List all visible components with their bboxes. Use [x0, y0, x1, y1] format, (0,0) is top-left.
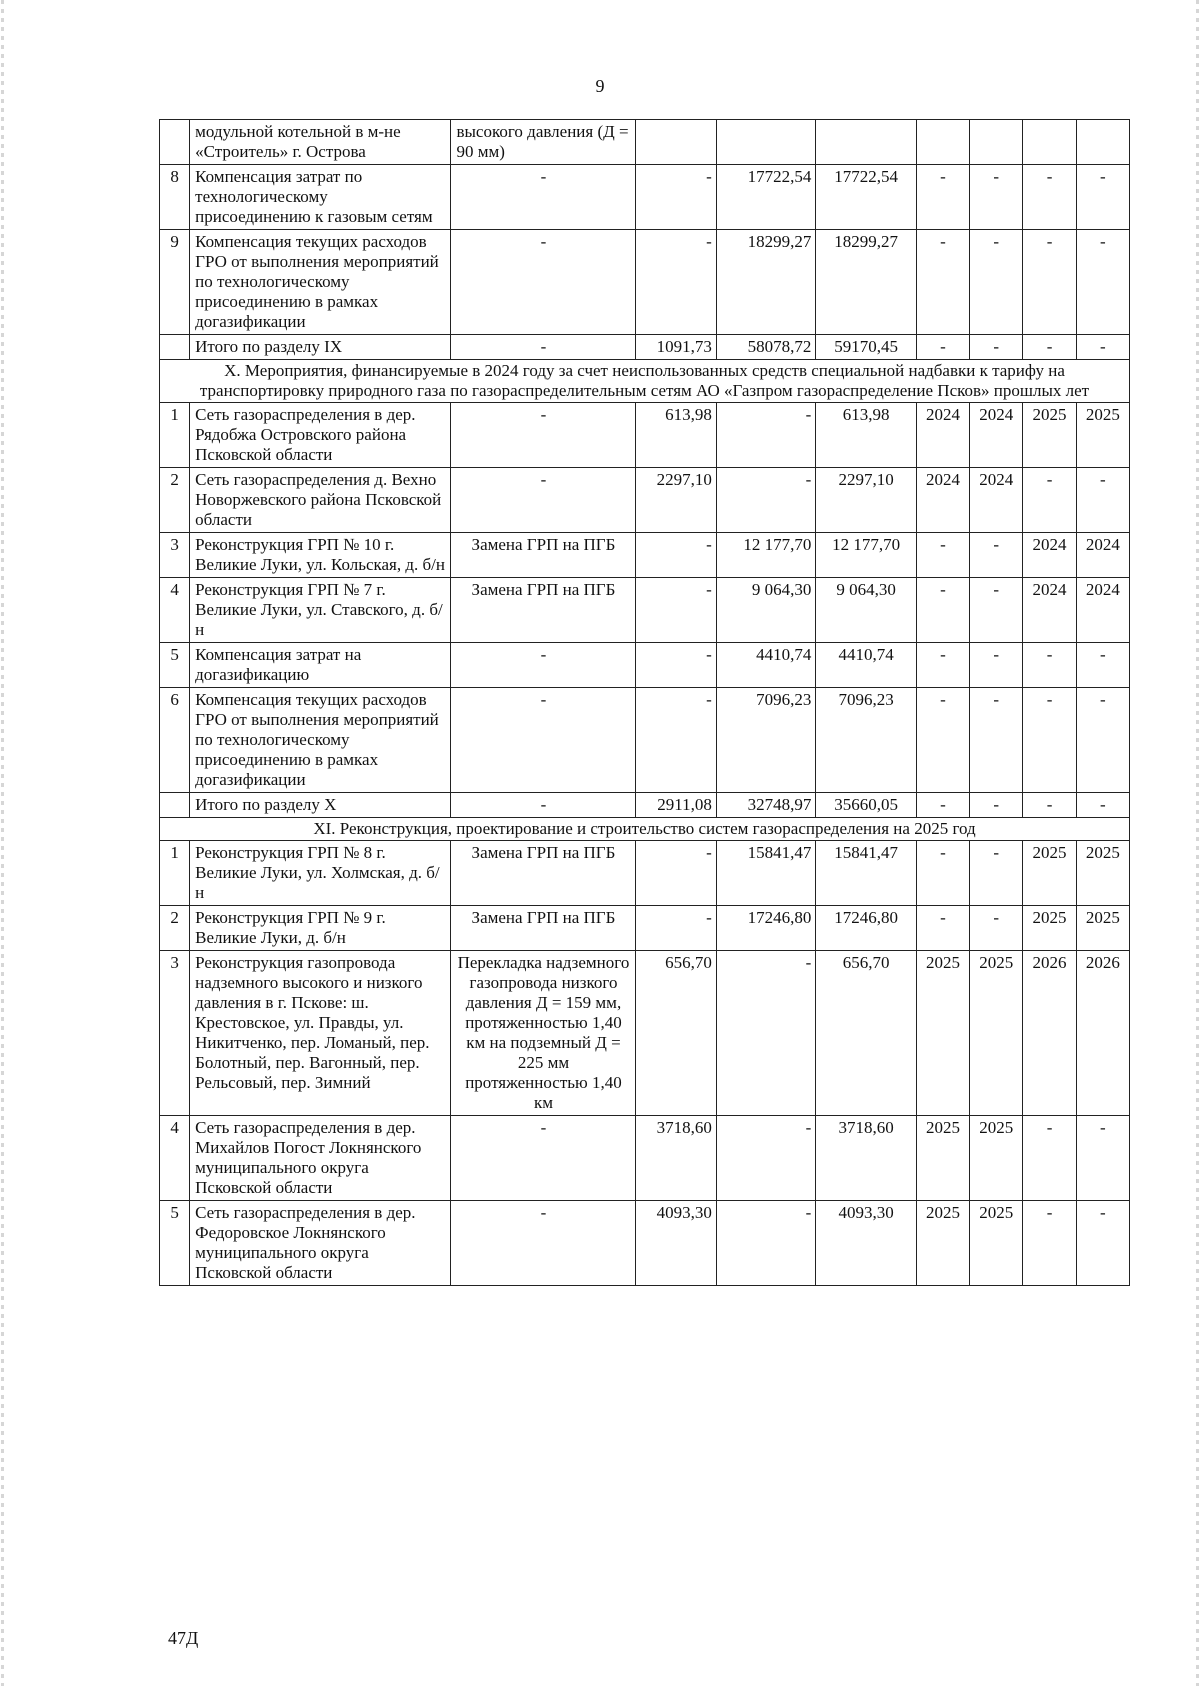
row-value-1: -: [636, 643, 716, 688]
row-value-2: -: [716, 1116, 816, 1201]
row-value-1: 1091,73: [636, 335, 716, 360]
row-year-2: -: [970, 643, 1023, 688]
row-total: 18299,27: [816, 230, 917, 335]
row-year-2: -: [970, 793, 1023, 818]
row-value-1: 3718,60: [636, 1116, 716, 1201]
row-number: [160, 120, 190, 165]
row-work: -: [451, 403, 636, 468]
row-year-3: -: [1023, 335, 1076, 360]
table-row: [160, 1201, 1130, 1286]
row-value-2: -: [716, 1201, 816, 1286]
row-value-2: 4410,74: [716, 643, 816, 688]
row-year-3: 2025: [1023, 403, 1076, 468]
row-total: 15841,47: [816, 841, 917, 906]
row-year-2: 2025: [970, 1201, 1023, 1286]
table-row: [160, 468, 1130, 533]
row-year-2: 2024: [970, 403, 1023, 468]
row-number: 5: [160, 1201, 190, 1286]
subtotal-row-ix: [160, 335, 1130, 360]
row-year-1: 2024: [916, 468, 969, 533]
row-value-1: 656,70: [636, 951, 716, 1116]
row-name: Реконструкция ГРП № 7 г. Великие Луки, ул. Ставского, д. б/н: [190, 578, 451, 643]
row-total: 59170,45: [816, 335, 917, 360]
row-number: 6: [160, 688, 190, 793]
row-number: [160, 793, 190, 818]
row-year-3: -: [1023, 643, 1076, 688]
row-value-1: -: [636, 533, 716, 578]
row-name: Реконструкция ГРП № 9 г. Великие Луки, д. б/н: [190, 906, 451, 951]
row-year-2: -: [970, 578, 1023, 643]
row-number: 4: [160, 1116, 190, 1201]
row-work: -: [451, 335, 636, 360]
row-name: Компенсация текущих расходов ГРО от выполнения мероприятий по технологическому присоединению в рамках догазификации: [190, 688, 451, 793]
row-year-3: 2024: [1023, 533, 1076, 578]
section-header-x: [160, 360, 1130, 403]
row-number: 3: [160, 951, 190, 1116]
row-number: [160, 335, 190, 360]
row-value-1: -: [636, 688, 716, 793]
row-year-2: 2024: [970, 468, 1023, 533]
row-year-4: 2025: [1076, 403, 1129, 468]
row-name: Реконструкция ГРП № 8 г. Великие Луки, ул. Холмская, д. б/н: [190, 841, 451, 906]
row-number: 2: [160, 906, 190, 951]
row-work: Перекладка надземного газопровода низкого давления Д = 159 мм, протяженностью 1,40 км на подземный Д = 225 мм протяженностью 1,40 км: [451, 951, 636, 1116]
row-year-1: -: [916, 906, 969, 951]
row-year-3: 2024: [1023, 578, 1076, 643]
row-name: модульной котельной в м-не «Строитель» г. Острова: [190, 120, 451, 165]
row-value-2: 17246,80: [716, 906, 816, 951]
row-year-4: 2024: [1076, 578, 1129, 643]
row-name: Сеть газораспределения в дер. Михайлов Погост Локнянского муниципального округа Псковской области: [190, 1116, 451, 1201]
row-name: Компенсация затрат на догазификацию: [190, 643, 451, 688]
section-title: X. Мероприятия, финансируемые в 2024 году за счет неиспользованных средств специальной надбавки к тарифу на транспортировку природного газа по газораспределительным сетям АО «Газпром газораспределение Псков» прошлых лет: [160, 360, 1130, 403]
table-row: [160, 230, 1130, 335]
row-year-2: -: [970, 230, 1023, 335]
row-work: -: [451, 468, 636, 533]
row-name: Сеть газораспределения в дер. Рядобжа Островского района Псковской области: [190, 403, 451, 468]
row-total: 4410,74: [816, 643, 917, 688]
row-year-1: -: [916, 165, 969, 230]
row-number: 1: [160, 403, 190, 468]
row-total: 9 064,30: [816, 578, 917, 643]
row-year-2: 2025: [970, 951, 1023, 1116]
row-value-1: 4093,30: [636, 1201, 716, 1286]
row-year-3: -: [1023, 793, 1076, 818]
row-year-4: 2025: [1076, 841, 1129, 906]
row-number: 9: [160, 230, 190, 335]
row-year-2: -: [970, 906, 1023, 951]
row-work: -: [451, 688, 636, 793]
row-year-4: -: [1076, 1116, 1129, 1201]
row-value-2: -: [716, 951, 816, 1116]
row-work: Замена ГРП на ПГБ: [451, 533, 636, 578]
row-year-4: -: [1076, 468, 1129, 533]
row-total: 17246,80: [816, 906, 917, 951]
table-row: [160, 906, 1130, 951]
row-work: -: [451, 230, 636, 335]
footer-code: 47Д: [168, 1628, 199, 1648]
row-name: Компенсация затрат по технологическому присоединению к газовым сетям: [190, 165, 451, 230]
row-number: 4: [160, 578, 190, 643]
row-total: 2297,10: [816, 468, 917, 533]
row-year-1: 2024: [916, 403, 969, 468]
row-work: -: [451, 1116, 636, 1201]
row-value-1: -: [636, 578, 716, 643]
row-value-1: 2297,10: [636, 468, 716, 533]
row-year-4: 2026: [1076, 951, 1129, 1116]
row-year-3: -: [1023, 468, 1076, 533]
row-value-2: 12 177,70: [716, 533, 816, 578]
row-year-4: -: [1076, 230, 1129, 335]
row-total: 613,98: [816, 403, 917, 468]
row-value-2: 15841,47: [716, 841, 816, 906]
continuation-row: [160, 120, 1130, 165]
row-value-2: -: [716, 403, 816, 468]
section-header-xi: [160, 818, 1130, 841]
row-value-2: 7096,23: [716, 688, 816, 793]
row-year-1: -: [916, 578, 969, 643]
row-value-1: -: [636, 906, 716, 951]
row-year-1: -: [916, 643, 969, 688]
row-year-4: 2025: [1076, 906, 1129, 951]
row-name: Сеть газораспределения д. Вехно Новоржевского района Псковской области: [190, 468, 451, 533]
row-work: -: [451, 1201, 636, 1286]
row-total: 656,70: [816, 951, 917, 1116]
row-year-2: -: [970, 841, 1023, 906]
row-year-1: -: [916, 533, 969, 578]
row-name: Компенсация текущих расходов ГРО от выполнения мероприятий по технологическому присоединению в рамках догазификации: [190, 230, 451, 335]
row-year-1: -: [916, 793, 969, 818]
row-value-2: 17722,54: [716, 165, 816, 230]
row-year-4: 2024: [1076, 533, 1129, 578]
row-total: 7096,23: [816, 688, 917, 793]
row-total: 17722,54: [816, 165, 917, 230]
section-title: XI. Реконструкция, проектирование и строительство систем газораспределения на 2025 год: [160, 818, 1130, 841]
row-year-4: -: [1076, 335, 1129, 360]
row-value-2: 32748,97: [716, 793, 816, 818]
row-total: 12 177,70: [816, 533, 917, 578]
row-total: 35660,05: [816, 793, 917, 818]
table-row: [160, 578, 1130, 643]
row-value-2: 18299,27: [716, 230, 816, 335]
row-year-1: -: [916, 688, 969, 793]
row-year-3: 2025: [1023, 906, 1076, 951]
row-work: -: [451, 643, 636, 688]
row-year-1: -: [916, 841, 969, 906]
row-work: Замена ГРП на ПГБ: [451, 906, 636, 951]
table-row: [160, 403, 1130, 468]
table-row: [160, 643, 1130, 688]
row-year-3: 2025: [1023, 841, 1076, 906]
row-value-1: -: [636, 230, 716, 335]
row-name: Реконструкция газопровода надземного высокого и низкого давления в г. Пскове: ш. Крестовское, ул. Правды, ул. Никитченко, пер. Ломаный, пер. Болотный, пер. Вагонный, пер. Рельсовый, пер. Зимний: [190, 951, 451, 1116]
scan-edge-right: [1196, 0, 1199, 1686]
row-year-4: -: [1076, 688, 1129, 793]
row-year-3: -: [1023, 1116, 1076, 1201]
row-total: 3718,60: [816, 1116, 917, 1201]
row-year-2: -: [970, 165, 1023, 230]
row-value-1: -: [636, 841, 716, 906]
table-row: [160, 951, 1130, 1116]
row-value-1: 2911,08: [636, 793, 716, 818]
row-name: Сеть газораспределения в дер. Федоровское Локнянского муниципального округа Псковской области: [190, 1201, 451, 1286]
row-work: -: [451, 793, 636, 818]
row-work: -: [451, 165, 636, 230]
row-year-1: 2025: [916, 1116, 969, 1201]
row-year-3: -: [1023, 1201, 1076, 1286]
table-row: [160, 688, 1130, 793]
row-year-2: -: [970, 533, 1023, 578]
row-year-2: -: [970, 335, 1023, 360]
row-value-1: 613,98: [636, 403, 716, 468]
row-value-2: 58078,72: [716, 335, 816, 360]
row-year-3: -: [1023, 688, 1076, 793]
scan-edge-left: [1, 0, 4, 1686]
row-total: 4093,30: [816, 1201, 917, 1286]
row-year-3: 2026: [1023, 951, 1076, 1116]
investment-program-table: [159, 119, 1130, 1286]
row-year-3: -: [1023, 230, 1076, 335]
row-value-2: 9 064,30: [716, 578, 816, 643]
row-number: 1: [160, 841, 190, 906]
row-value-1: -: [636, 165, 716, 230]
table-row: [160, 165, 1130, 230]
row-year-1: -: [916, 230, 969, 335]
row-work: Замена ГРП на ПГБ: [451, 841, 636, 906]
row-year-1: 2025: [916, 1201, 969, 1286]
row-number: 8: [160, 165, 190, 230]
row-year-4: -: [1076, 643, 1129, 688]
row-name: Реконструкция ГРП № 10 г. Великие Луки, ул. Кольская, д. б/н: [190, 533, 451, 578]
row-year-4: -: [1076, 165, 1129, 230]
table-row: [160, 841, 1130, 906]
row-year-1: 2025: [916, 951, 969, 1116]
subtotal-row-x: [160, 793, 1130, 818]
row-year-2: 2025: [970, 1116, 1023, 1201]
row-name: Итого по разделу IX: [190, 335, 451, 360]
row-work: Замена ГРП на ПГБ: [451, 578, 636, 643]
row-year-4: -: [1076, 793, 1129, 818]
row-number: 5: [160, 643, 190, 688]
table-row: [160, 1116, 1130, 1201]
row-year-3: -: [1023, 165, 1076, 230]
row-work: высокого давления (Д = 90 мм): [451, 120, 636, 165]
row-value-2: -: [716, 468, 816, 533]
table-row: [160, 533, 1130, 578]
row-number: 2: [160, 468, 190, 533]
row-year-4: -: [1076, 1201, 1129, 1286]
row-number: 3: [160, 533, 190, 578]
row-year-2: -: [970, 688, 1023, 793]
row-year-1: -: [916, 335, 969, 360]
page-number: 9: [595, 76, 605, 96]
row-name: Итого по разделу X: [190, 793, 451, 818]
